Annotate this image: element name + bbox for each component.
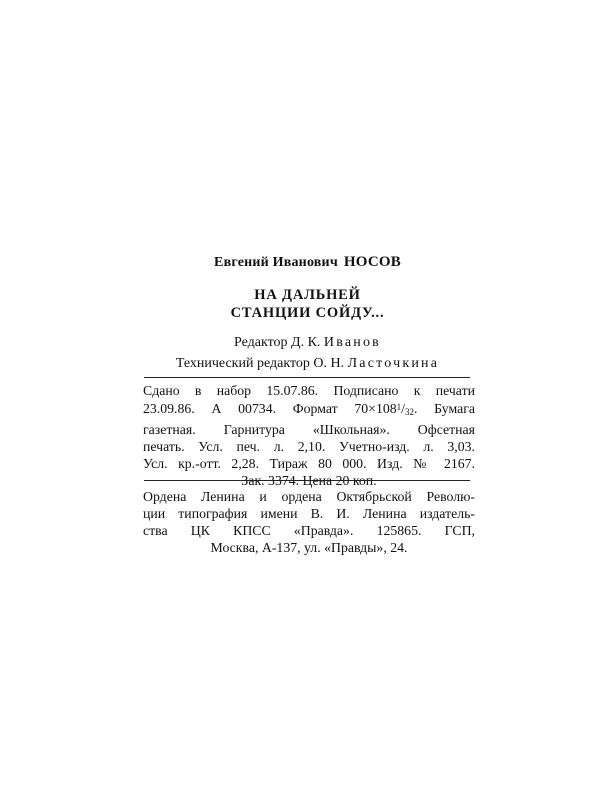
printer-line-3: ства ЦК КПСС «Правда». 125865. ГСП, bbox=[143, 523, 475, 538]
book-title bbox=[140, 286, 475, 322]
printer-line-2: ции типография имени В. И. Ленина издатель- bbox=[143, 506, 475, 521]
book-title-line-2: СТАНЦИИ СОЙДУ... bbox=[230, 305, 385, 321]
editor-surname: Иванов bbox=[323, 335, 381, 350]
printer-line-1: Ордена Ленина и ордена Октябрьской Револю- bbox=[143, 489, 475, 504]
editor-credit bbox=[140, 335, 475, 351]
imprint-line-5: Усл. кр.-отт. 2,28. Тираж 80 000. Изд. № 2167. bbox=[143, 456, 475, 471]
technical-editor-role: Технический редактор О. Н. bbox=[175, 356, 345, 371]
divider-bottom bbox=[144, 480, 470, 481]
imprint-line-6: Зак. 3374. Цена 20 коп. bbox=[241, 473, 377, 488]
imprint-line-3: газетная. Гарнитура «Школьная». Офсетная bbox=[143, 422, 475, 437]
imprint-format: 23.09.86. А 00734. Формат 70×108 bbox=[143, 401, 397, 416]
book-title-line-1: НА ДАЛЬНЕЙ bbox=[254, 287, 361, 303]
printer-line-4: Москва, А-137, ул. «Правды», 24. bbox=[210, 540, 408, 555]
format-fraction-numerator: 1 bbox=[396, 402, 402, 412]
technical-editor-surname: Ласточкина bbox=[347, 356, 440, 371]
imprint-paper: . Бумага bbox=[414, 401, 475, 416]
format-fraction-slash: / bbox=[401, 401, 405, 416]
imprint-line-2 bbox=[143, 399, 475, 421]
technical-editor-credit bbox=[140, 356, 475, 372]
editor-role: Редактор Д. К. bbox=[234, 335, 321, 350]
imprint-line-1: Сдано в набор 15.07.86. Подписано к печати bbox=[143, 383, 475, 398]
author-surname: НОСОВ bbox=[343, 254, 401, 270]
imprint-details bbox=[143, 382, 475, 489]
format-fraction-denominator: 32 bbox=[405, 407, 414, 417]
author-given-names: Евгений Иванович bbox=[214, 255, 338, 270]
imprint-line-4: печать. Усл. печ. л. 2,10. Учетно-изд. л. 3,03. bbox=[143, 439, 475, 454]
author-name bbox=[140, 254, 475, 271]
printer-details bbox=[143, 488, 475, 556]
divider-top bbox=[144, 377, 470, 378]
